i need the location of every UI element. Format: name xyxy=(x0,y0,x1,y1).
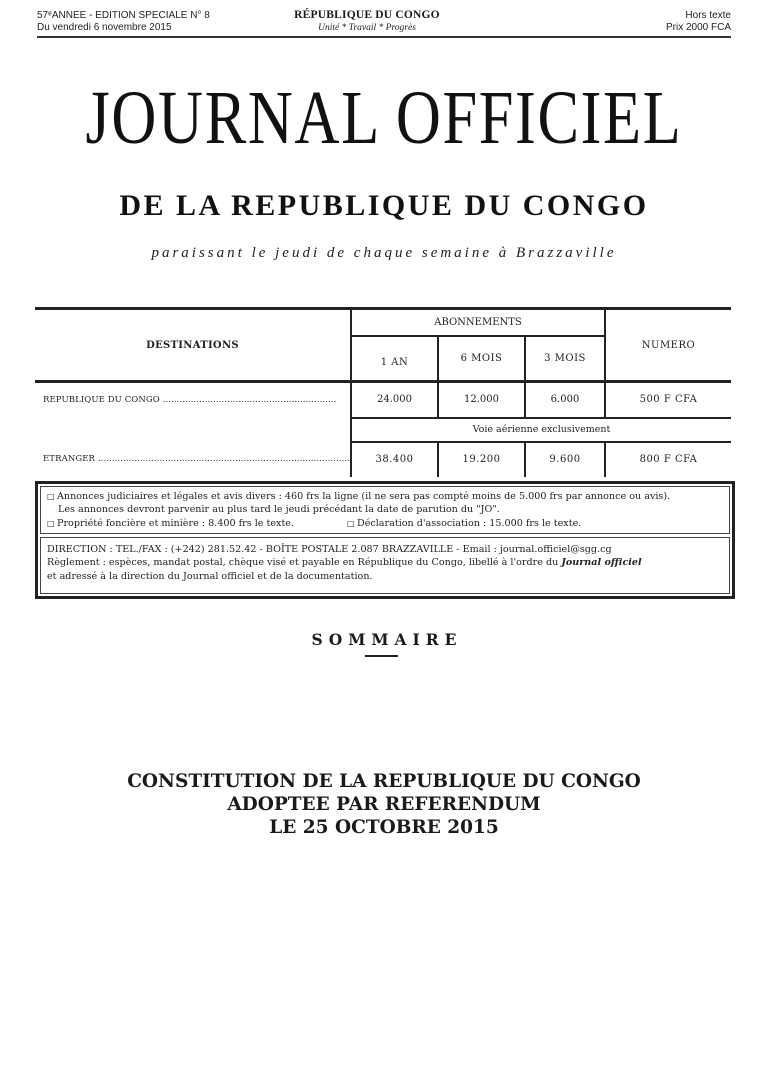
period-header: 3 MOIS xyxy=(525,336,605,382)
info-box xyxy=(35,481,735,599)
association-rate-text: Déclaration d'association : 15.000 frs le texte. xyxy=(357,517,582,529)
sommaire-line: ADOPTEE PAR REFERENDUM xyxy=(227,794,541,815)
numero-price-cell: 800 F CFA xyxy=(605,442,731,477)
annonces-section xyxy=(40,486,730,534)
hors-texte-label: Hors texte xyxy=(685,10,731,21)
sommaire-divider xyxy=(365,655,398,657)
subscription-table xyxy=(35,307,731,477)
annonces-rate-text: Annonces judiciaires et légales et avis divers : 460 frs la ligne (il ne sera pas compté moins de 5.000 frs par annonce ou avis). xyxy=(57,491,671,502)
republic-heading xyxy=(267,9,467,34)
edition-number: 57ᵉANNEE - EDITION SPECIALE N° 8 xyxy=(37,10,210,21)
propriete-rate-text: Propriété foncière et minière : 8.400 frs le texte. xyxy=(57,517,295,529)
table-row xyxy=(35,442,731,477)
empty-cell xyxy=(35,418,351,442)
price-cell: 19.200 xyxy=(438,442,525,477)
journal-title: JOURNAL OFFICIEL xyxy=(85,76,683,160)
national-motto: Unité * Travail * Progrès xyxy=(318,23,416,33)
abonnements-header: ABONNEMENTS xyxy=(351,309,605,336)
numero-price-cell: 500 F CFA xyxy=(605,382,731,418)
square-bullet-icon: □ xyxy=(47,492,55,501)
price-cell: 9.600 xyxy=(525,442,605,477)
sommaire-line: LE 25 OCTOBRE 2015 xyxy=(269,817,499,838)
table-row xyxy=(35,382,731,418)
numero-header: NUMERO xyxy=(605,309,731,382)
edition-info xyxy=(37,10,210,34)
edition-date: Du vendredi 6 novembre 2015 xyxy=(37,22,172,33)
destinations-header: DESTINATIONS xyxy=(35,309,351,382)
annonces-deadline-text: Les annonces devront parvenir au plus tard le jeudi précédant la date de parution du "JO". xyxy=(58,504,500,516)
price-cell: 38.400 xyxy=(351,442,438,477)
sommaire-heading: SOMMAIRE xyxy=(311,630,463,649)
destination-cell: ETRANGER .......................................................................................... xyxy=(43,454,351,464)
price-cell: 12.000 xyxy=(438,382,525,418)
square-bullet-icon: □ xyxy=(47,518,55,528)
sommaire-line: CONSTITUTION DE LA REPUBLIQUE DU CONGO xyxy=(127,771,641,792)
price-cell: 24.000 xyxy=(351,382,438,418)
period-header: 6 MOIS xyxy=(438,336,525,382)
journal-tagline: paraissant le jeudi de chaque semaine à Brazzaville xyxy=(151,245,617,261)
direction-section xyxy=(40,537,730,594)
price-info xyxy=(666,10,731,34)
air-mail-note: Voie aérienne exclusivement xyxy=(351,418,731,442)
republic-name: RÉPUBLIQUE DU CONGO xyxy=(294,9,440,21)
price-cell: 6.000 xyxy=(525,382,605,418)
reglement-text: Règlement : espèces, mandat postal, chèque visé et payable en République du Congo, libellé à l'ordre du xyxy=(47,557,562,569)
period-header: 1 AN xyxy=(351,336,438,382)
journal-subtitle: DE LA REPUBLIQUE DU CONGO xyxy=(119,189,649,222)
page-header xyxy=(37,8,731,38)
journal-officiel-emphasis: Journal officiel xyxy=(561,557,642,569)
square-bullet-icon: □ xyxy=(347,518,355,528)
sommaire-entry xyxy=(0,770,768,839)
reglement-address-text: et adressé à la direction du Journal officiel et de la documentation. xyxy=(47,570,373,582)
price-label: Prix 2000 FCA xyxy=(665,22,731,33)
direction-contact-text: DIRECTION : TEL./FAX : (+242) 281.52.42 - BOÎTE POSTALE 2.087 BRAZZAVILLE - Email : journal.officiel@sgg.cg xyxy=(47,544,612,555)
destination-cell: REPUBLIQUE DU CONGO .............................................................. xyxy=(43,395,337,406)
